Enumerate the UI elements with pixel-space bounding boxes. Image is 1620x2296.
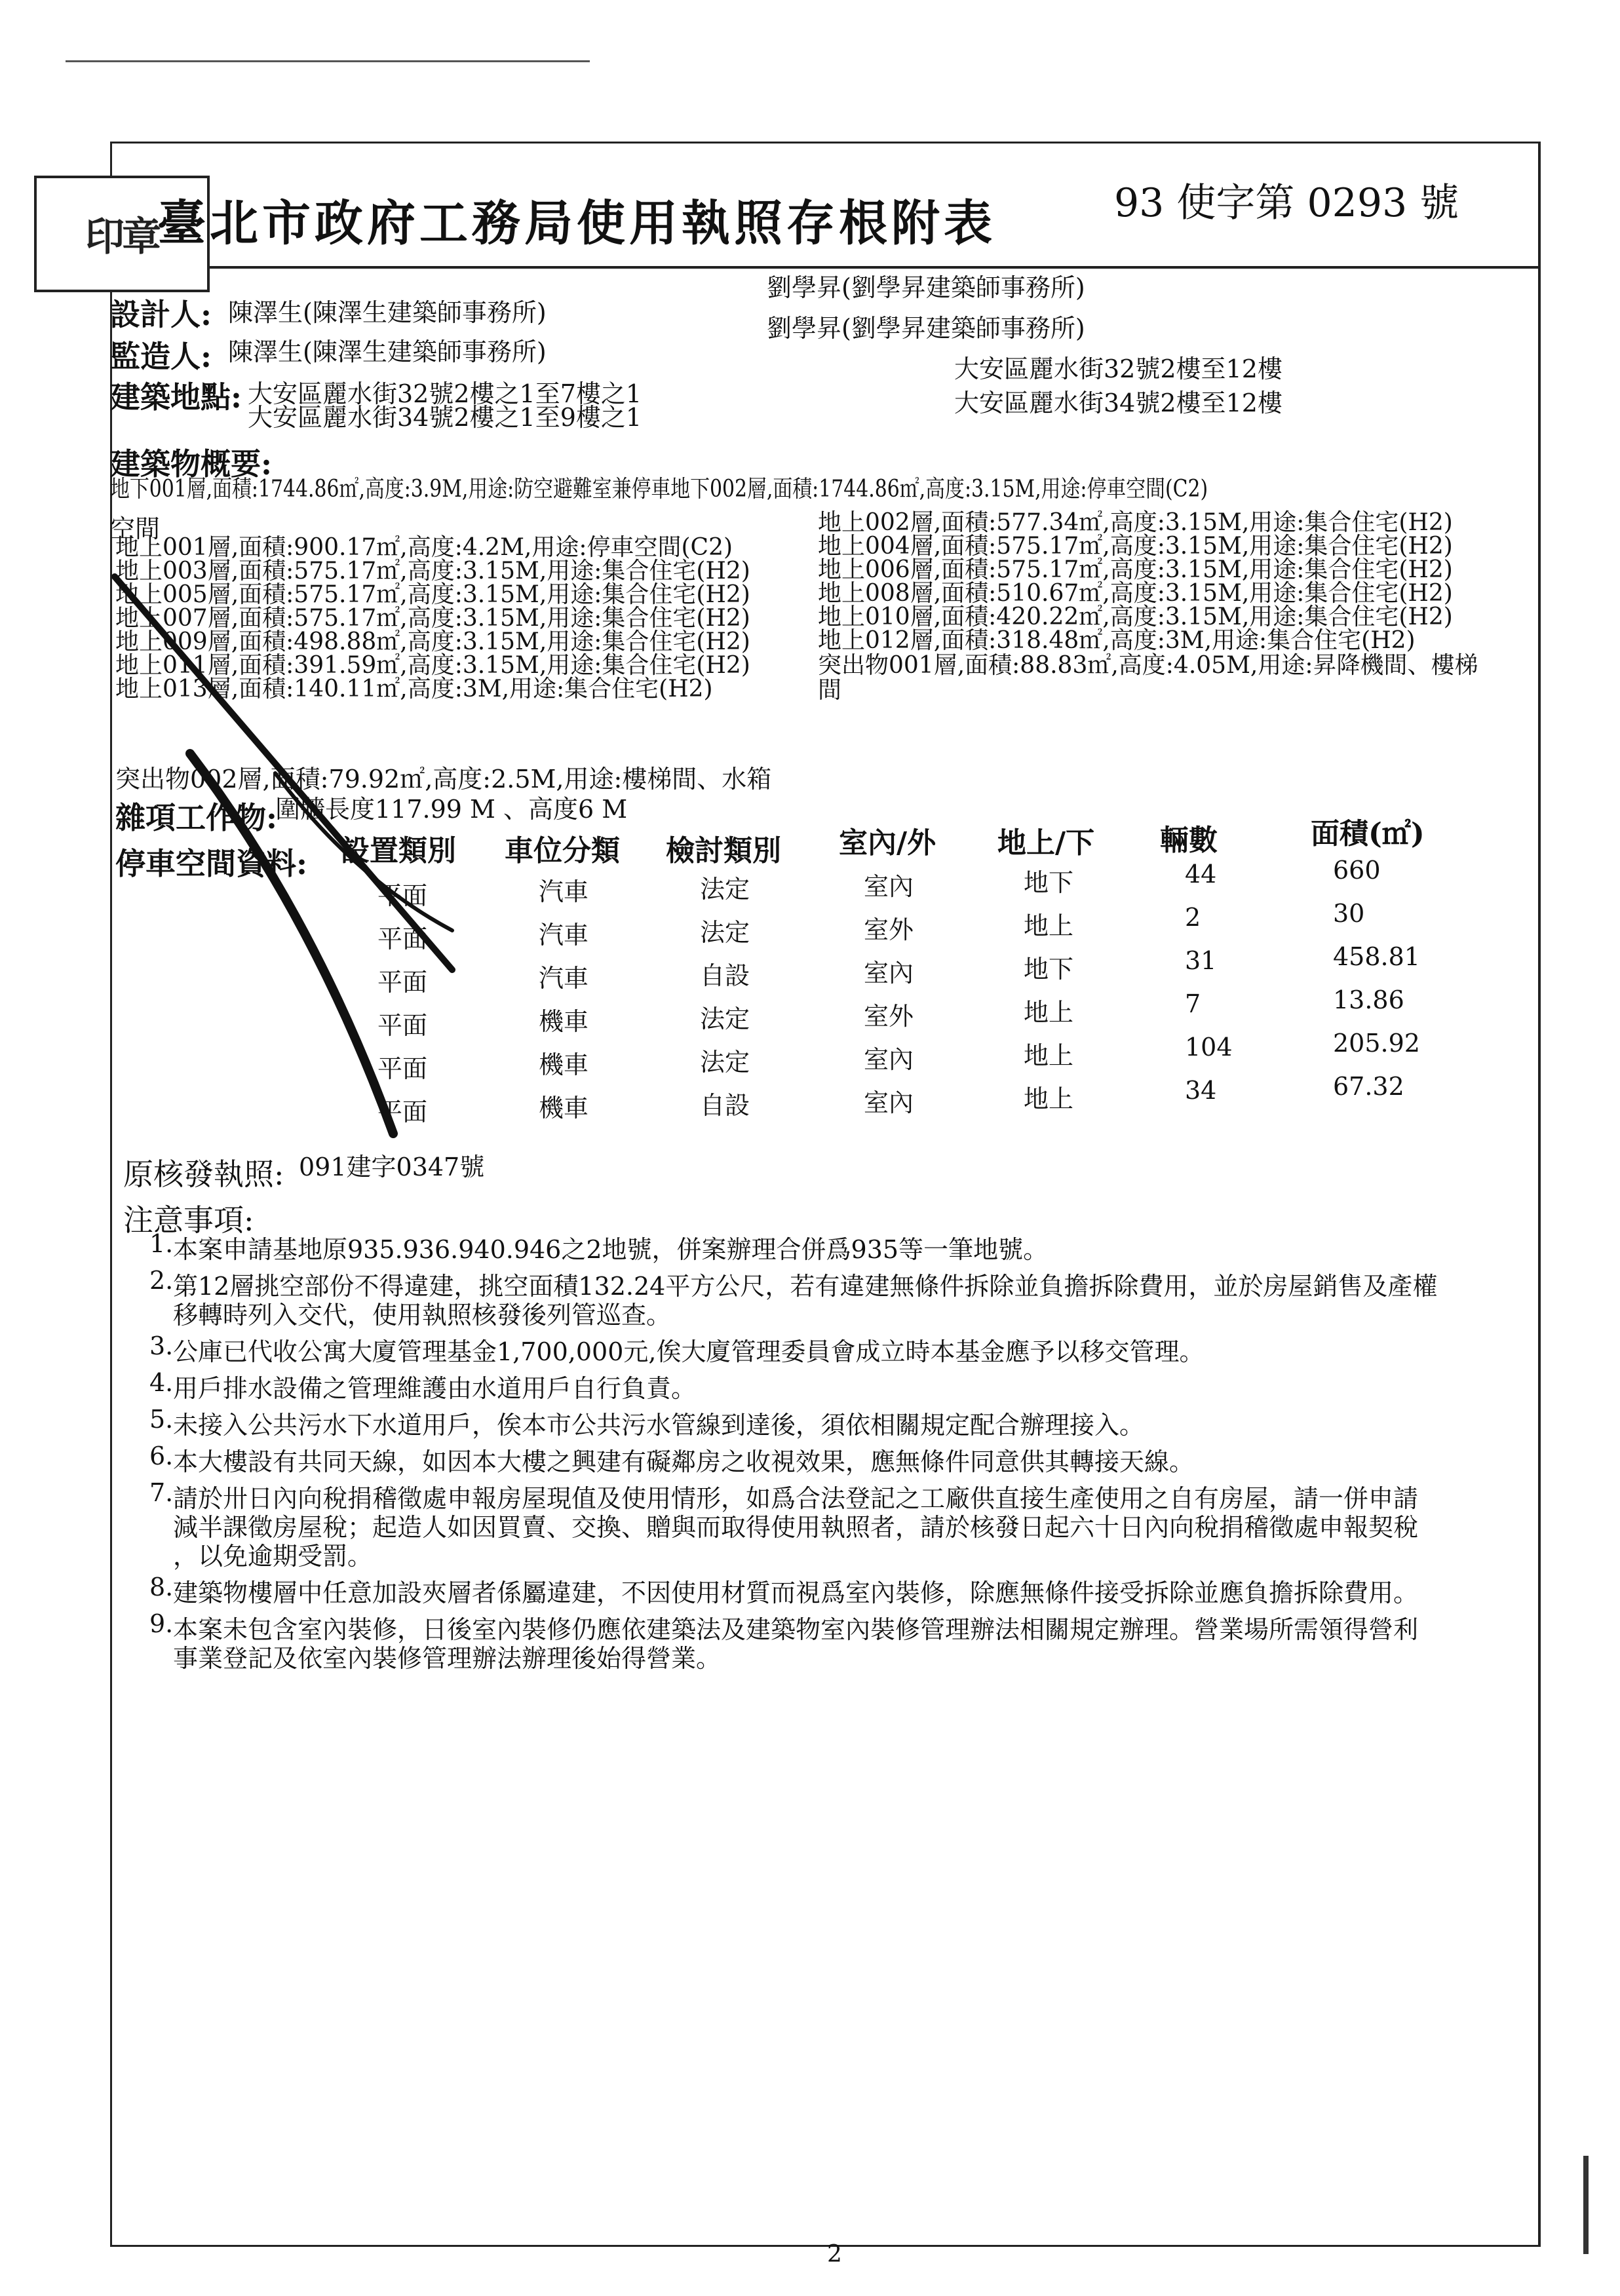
table-cell: 機車 <box>539 1007 589 1036</box>
table-cell: 地下 <box>1024 868 1074 897</box>
table-cell: 31 <box>1185 946 1217 975</box>
misc-work-value: 圍牆長度117.99 M 、高度6 M <box>275 795 628 824</box>
note-text: ，以免逾期受罰。 <box>173 1542 373 1571</box>
table-cell: 機車 <box>539 1094 589 1122</box>
table-cell: 室外 <box>864 1002 914 1031</box>
note-text: 事業登記及依室內裝修管理辦法辦理後始得營業。 <box>173 1644 722 1673</box>
table-cell: 平面 <box>377 968 428 997</box>
building-summary-label: 建築物概要: <box>110 446 272 482</box>
supervisor-value-2: 劉學昇(劉學昇建築師事務所) <box>767 314 1085 343</box>
table-cell: 2 <box>1185 903 1201 932</box>
notes-list <box>149 1229 1438 1673</box>
parking-header: 檢討類別 <box>666 834 781 868</box>
parking-header: 地上/下 <box>997 826 1095 860</box>
table-cell: 地上 <box>1024 911 1074 940</box>
floor-line: 間 <box>818 677 842 704</box>
note-text: 本案未包含室內裝修，日後室內裝修仍應依建築法及建築物室內裝修管理辦法相關規定辦理。營業場所需領得營利 <box>173 1615 1419 1644</box>
table-cell: 44 <box>1185 860 1217 889</box>
summary-right-column <box>818 511 1478 702</box>
summary-line-1: 地下001層,面積:1744.86㎡,高度:3.9M,用途:防空避難室兼停車地下002層,面積:1744.86㎡,高度:3.15M,用途:停車空間(C2) <box>110 476 1208 503</box>
table-cell: 法定 <box>700 1004 750 1033</box>
parking-label: 停車空間資料: <box>115 846 307 881</box>
summary-left-column <box>115 536 750 701</box>
note-text: 未接入公共污水下水道用戶，俟本市公共污水管線到達後，須依相關規定配合辦理接入。 <box>173 1411 1145 1440</box>
list-item <box>149 1266 1438 1330</box>
note-number: 5. <box>149 1405 174 1434</box>
floor-line: 地上002層,面積:577.34㎡,高度:3.15M,用途:集合住宅(H2) <box>818 509 1453 536</box>
table-cell: 67.32 <box>1333 1072 1404 1101</box>
table-cell: 平面 <box>377 1098 428 1126</box>
list-item <box>149 1609 1437 1673</box>
table-cell: 平面 <box>377 1011 428 1040</box>
table-cell: 平面 <box>377 925 428 953</box>
table-cell: 平面 <box>377 1054 428 1083</box>
location-line-3: 大安區麗水街32號2樓至12樓 <box>954 354 1282 383</box>
location-line-2: 大安區麗水街34號2樓之1至9樓之1 <box>248 403 642 432</box>
original-permit-label: 原核發執照: <box>123 1157 284 1192</box>
parking-header: 設置類別 <box>341 834 456 868</box>
note-text: 第12層挑空部份不得違建，挑空面積132.24平方公尺，若有違建無條件拆除並負擔拆除費用，並於房屋銷售及產權 <box>173 1272 1438 1301</box>
note-number: 8. <box>149 1573 174 1601</box>
table-cell: 法定 <box>700 875 750 904</box>
misc-work-label: 雜項工作物: <box>115 800 277 835</box>
note-text: 本大樓設有共同天線，如因本大樓之興建有礙鄰房之收視效果，應無條件同意供其轉接天線。 <box>173 1447 1195 1476</box>
floor-line: 地上006層,面積:575.17㎡,高度:3.15M,用途:集合住宅(H2) <box>818 556 1453 583</box>
floor-line: 地上009層,面積:498.88㎡,高度:3.15M,用途:集合住宅(H2) <box>115 628 750 655</box>
table-cell: 自設 <box>700 1091 750 1120</box>
table-cell: 205.92 <box>1333 1029 1420 1058</box>
note-number: 4. <box>149 1368 174 1397</box>
parking-header: 面積(㎡) <box>1311 817 1425 851</box>
table-cell: 平面 <box>377 881 428 910</box>
floor-line: 地上003層,面積:575.17㎡,高度:3.15M,用途:集合住宅(H2) <box>115 558 750 584</box>
table-cell: 104 <box>1185 1033 1233 1062</box>
table-cell: 自設 <box>700 961 750 990</box>
original-permit-value: 091建字0347號 <box>299 1153 485 1181</box>
table-cell: 13.86 <box>1333 985 1404 1014</box>
note-text: 移轉時列入交代，使用執照核發後列管巡查。 <box>173 1301 672 1330</box>
table-cell: 室內 <box>864 959 914 987</box>
location-label: 建築地點: <box>110 379 242 415</box>
designer-value-2: 劉學昇(劉學昇建築師事務所) <box>767 273 1085 302</box>
floor-line: 地上004層,面積:575.17㎡,高度:3.15M,用途:集合住宅(H2) <box>818 533 1453 560</box>
note-text: 用戶排水設備之管理維護由水道用戶自行負責。 <box>173 1374 697 1403</box>
list-item <box>149 1573 1437 1607</box>
note-number: 3. <box>149 1331 174 1360</box>
table-cell: 室內 <box>864 1088 914 1117</box>
floor-line: 地上012層,面積:318.48㎡,高度:3M,用途:集合住宅(H2) <box>818 627 1416 654</box>
table-cell: 30 <box>1333 899 1365 928</box>
scan-line <box>66 60 590 62</box>
note-text: 本案申請基地原935.936.940.946之2地號，併案辦理合併爲935等一筆地號。 <box>173 1235 1049 1264</box>
supervisor-label: 監造人: <box>110 339 212 374</box>
designer-value: 陳澤生(陳澤生建築師事務所) <box>228 298 547 327</box>
note-number: 9. <box>149 1609 174 1638</box>
table-cell: 法定 <box>700 1048 750 1077</box>
protrusion-002: 突出物002層,面積:79.92㎡,高度:2.5M,用途:樓梯間、水箱 <box>115 765 772 794</box>
supervisor-value: 陳澤生(陳澤生建築師事務所) <box>228 337 547 366</box>
floor-line: 地上011層,面積:391.59㎡,高度:3.15M,用途:集合住宅(H2) <box>115 652 750 679</box>
list-item <box>149 1229 1437 1264</box>
table-cell: 458.81 <box>1333 942 1420 971</box>
floor-line: 地上008層,面積:510.67㎡,高度:3.15M,用途:集合住宅(H2) <box>818 580 1453 607</box>
floor-line: 地上001層,面積:900.17㎡,高度:4.2M,用途:停車空間(C2) <box>115 534 733 561</box>
floor-line: 地上007層,面積:575.17㎡,高度:3.15M,用途:集合住宅(H2) <box>115 605 750 632</box>
note-text: 公庫已代收公寓大廈管理基金1,700,000元,俟大廈管理委員會成立時本基金應予以移交管理。 <box>173 1337 1205 1366</box>
table-cell: 室內 <box>864 872 914 901</box>
note-text: 請於卅日內向稅捐稽徵處申報房屋現值及使用情形，如爲合法登記之工廠供直接生產使用之自有房屋，請一併申請 <box>173 1484 1419 1513</box>
note-number: 2. <box>149 1266 174 1295</box>
permit-number: 93 使字第 0293 號 <box>1114 180 1459 226</box>
note-number: 1. <box>149 1229 174 1258</box>
table-cell: 法定 <box>700 918 750 947</box>
document-frame <box>110 142 1541 2247</box>
list-item <box>149 1405 1437 1440</box>
summary-line-2: 空間 <box>110 514 161 543</box>
list-item <box>149 1478 1437 1571</box>
floor-line: 地上005層,面積:575.17㎡,高度:3.15M,用途:集合住宅(H2) <box>115 581 750 608</box>
note-text: 減半課徵房屋稅；起造人如因買賣、交換、贈與而取得使用執照者，請於核發日起六十日內向稅捐稽徵處申報契稅 <box>173 1513 1419 1542</box>
parking-header: 輛數 <box>1160 824 1218 857</box>
table-cell: 地上 <box>1024 1084 1074 1113</box>
note-number: 7. <box>149 1478 174 1507</box>
table-cell: 地上 <box>1024 1041 1074 1070</box>
table-cell: 汽車 <box>539 877 589 906</box>
parking-header: 車位分類 <box>505 834 620 868</box>
floor-line: 突出物001層,面積:88.83㎡,高度:4.05M,用途:昇降機間、樓梯 <box>818 652 1478 679</box>
notes-label: 注意事項: <box>123 1202 254 1238</box>
table-cell: 汽車 <box>539 921 589 949</box>
location-line-4: 大安區麗水街34號2樓至12樓 <box>954 389 1282 417</box>
table-cell: 室外 <box>864 915 914 944</box>
table-cell: 室內 <box>864 1045 914 1074</box>
seal-stamp: 印章 <box>34 176 210 292</box>
note-number: 6. <box>149 1442 174 1470</box>
designer-label: 設計人: <box>110 297 212 332</box>
page-number: 2 <box>827 2241 842 2268</box>
page-title: 臺北市政府工務局使用執照存根附表 <box>157 195 996 252</box>
table-cell: 機車 <box>539 1050 589 1079</box>
list-item <box>149 1442 1437 1476</box>
location-line-1: 大安區麗水街32號2樓之1至7樓之1 <box>248 379 642 408</box>
floor-line: 地上013層,面積:140.11㎡,高度:3M,用途:集合住宅(H2) <box>115 676 713 702</box>
table-cell: 地上 <box>1024 998 1074 1027</box>
note-text: 建築物樓層中任意加設夾層者係屬違建，不因使用材質而視爲室內裝修，除應無條件接受拆除並應負擔拆除費用。 <box>173 1578 1419 1607</box>
list-item <box>149 1368 1437 1403</box>
table-cell: 7 <box>1185 989 1201 1018</box>
list-item <box>149 1331 1437 1366</box>
table-cell: 34 <box>1185 1076 1217 1105</box>
table-cell: 汽車 <box>539 964 589 993</box>
table-cell: 660 <box>1333 856 1381 885</box>
floor-line: 地上010層,面積:420.22㎡,高度:3.15M,用途:集合住宅(H2) <box>818 603 1453 630</box>
parking-header: 室內/外 <box>839 826 936 860</box>
table-cell: 地下 <box>1024 955 1074 984</box>
